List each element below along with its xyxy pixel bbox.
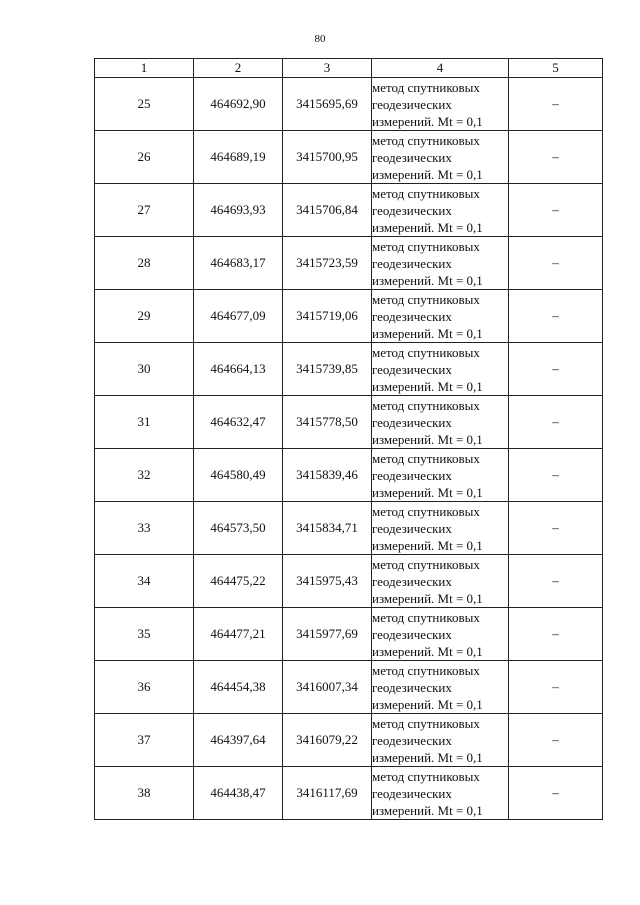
- point-number-cell: 32: [95, 449, 194, 502]
- x-coordinate-cell: 464477,21: [194, 608, 283, 661]
- method-cell: метод спутниковых геодезических измерений. Mt = 0,1: [372, 555, 509, 608]
- method-cell: метод спутниковых геодезических измерений. Mt = 0,1: [372, 343, 509, 396]
- x-coordinate-cell: 464573,50: [194, 502, 283, 555]
- note-cell: –: [509, 396, 603, 449]
- point-number-cell: 29: [95, 290, 194, 343]
- note-cell: –: [509, 184, 603, 237]
- table-row: [95, 767, 603, 820]
- method-cell: метод спутниковых геодезических измерений. Mt = 0,1: [372, 290, 509, 343]
- note-cell: –: [509, 608, 603, 661]
- table-row: [95, 343, 603, 396]
- column-header-3: 3: [283, 59, 372, 78]
- method-cell: метод спутниковых геодезических измерений. Mt = 0,1: [372, 661, 509, 714]
- table-row: [95, 237, 603, 290]
- y-coordinate-cell: 3415839,46: [283, 449, 372, 502]
- method-cell: метод спутниковых геодезических измерений. Mt = 0,1: [372, 502, 509, 555]
- column-header-5: 5: [509, 59, 603, 78]
- method-cell: метод спутниковых геодезических измерений. Mt = 0,1: [372, 449, 509, 502]
- x-coordinate-cell: 464692,90: [194, 78, 283, 131]
- y-coordinate-cell: 3415834,71: [283, 502, 372, 555]
- note-cell: –: [509, 343, 603, 396]
- table-row: [95, 502, 603, 555]
- table-row: [95, 396, 603, 449]
- x-coordinate-cell: 464689,19: [194, 131, 283, 184]
- table-row: [95, 290, 603, 343]
- method-cell: метод спутниковых геодезических измерений. Mt = 0,1: [372, 131, 509, 184]
- point-number-cell: 31: [95, 396, 194, 449]
- point-number-cell: 34: [95, 555, 194, 608]
- x-coordinate-cell: 464580,49: [194, 449, 283, 502]
- x-coordinate-cell: 464683,17: [194, 237, 283, 290]
- page-number: 80: [314, 33, 326, 45]
- y-coordinate-cell: 3415706,84: [283, 184, 372, 237]
- table-row: [95, 184, 603, 237]
- x-coordinate-cell: 464475,22: [194, 555, 283, 608]
- point-number-cell: 28: [95, 237, 194, 290]
- column-header-1: 1: [95, 59, 194, 78]
- x-coordinate-cell: 464677,09: [194, 290, 283, 343]
- y-coordinate-cell: 3416117,69: [283, 767, 372, 820]
- x-coordinate-cell: 464454,38: [194, 661, 283, 714]
- point-number-cell: 25: [95, 78, 194, 131]
- note-cell: –: [509, 449, 603, 502]
- x-coordinate-cell: 464397,64: [194, 714, 283, 767]
- y-coordinate-cell: 3416007,34: [283, 661, 372, 714]
- note-cell: –: [509, 714, 603, 767]
- column-header-4: 4: [372, 59, 509, 78]
- point-number-cell: 37: [95, 714, 194, 767]
- method-cell: метод спутниковых геодезических измерений. Mt = 0,1: [372, 184, 509, 237]
- table-body: [95, 78, 603, 820]
- y-coordinate-cell: 3415977,69: [283, 608, 372, 661]
- x-coordinate-cell: 464664,13: [194, 343, 283, 396]
- note-cell: –: [509, 502, 603, 555]
- point-number-cell: 36: [95, 661, 194, 714]
- coordinates-table: [94, 58, 603, 820]
- note-cell: –: [509, 555, 603, 608]
- table-row: [95, 449, 603, 502]
- x-coordinate-cell: 464632,47: [194, 396, 283, 449]
- table-row: [95, 661, 603, 714]
- method-cell: метод спутниковых геодезических измерений. Mt = 0,1: [372, 78, 509, 131]
- point-number-cell: 35: [95, 608, 194, 661]
- point-number-cell: 26: [95, 131, 194, 184]
- x-coordinate-cell: 464438,47: [194, 767, 283, 820]
- table-row: [95, 555, 603, 608]
- point-number-cell: 27: [95, 184, 194, 237]
- y-coordinate-cell: 3415700,95: [283, 131, 372, 184]
- y-coordinate-cell: 3415975,43: [283, 555, 372, 608]
- y-coordinate-cell: 3416079,22: [283, 714, 372, 767]
- note-cell: –: [509, 767, 603, 820]
- method-cell: метод спутниковых геодезических измерений. Mt = 0,1: [372, 767, 509, 820]
- note-cell: –: [509, 661, 603, 714]
- point-number-cell: 30: [95, 343, 194, 396]
- x-coordinate-cell: 464693,93: [194, 184, 283, 237]
- note-cell: –: [509, 237, 603, 290]
- table-row: [95, 131, 603, 184]
- point-number-cell: 33: [95, 502, 194, 555]
- y-coordinate-cell: 3415739,85: [283, 343, 372, 396]
- y-coordinate-cell: 3415695,69: [283, 78, 372, 131]
- note-cell: –: [509, 290, 603, 343]
- y-coordinate-cell: 3415778,50: [283, 396, 372, 449]
- method-cell: метод спутниковых геодезических измерений. Mt = 0,1: [372, 714, 509, 767]
- table-row: [95, 714, 603, 767]
- method-cell: метод спутниковых геодезических измерений. Mt = 0,1: [372, 237, 509, 290]
- note-cell: –: [509, 78, 603, 131]
- y-coordinate-cell: 3415723,59: [283, 237, 372, 290]
- note-cell: –: [509, 131, 603, 184]
- y-coordinate-cell: 3415719,06: [283, 290, 372, 343]
- table-row: [95, 608, 603, 661]
- point-number-cell: 38: [95, 767, 194, 820]
- table-row: [95, 78, 603, 131]
- method-cell: метод спутниковых геодезических измерений. Mt = 0,1: [372, 396, 509, 449]
- method-cell: метод спутниковых геодезических измерений. Mt = 0,1: [372, 608, 509, 661]
- column-header-2: 2: [194, 59, 283, 78]
- table-header-row: [95, 59, 603, 78]
